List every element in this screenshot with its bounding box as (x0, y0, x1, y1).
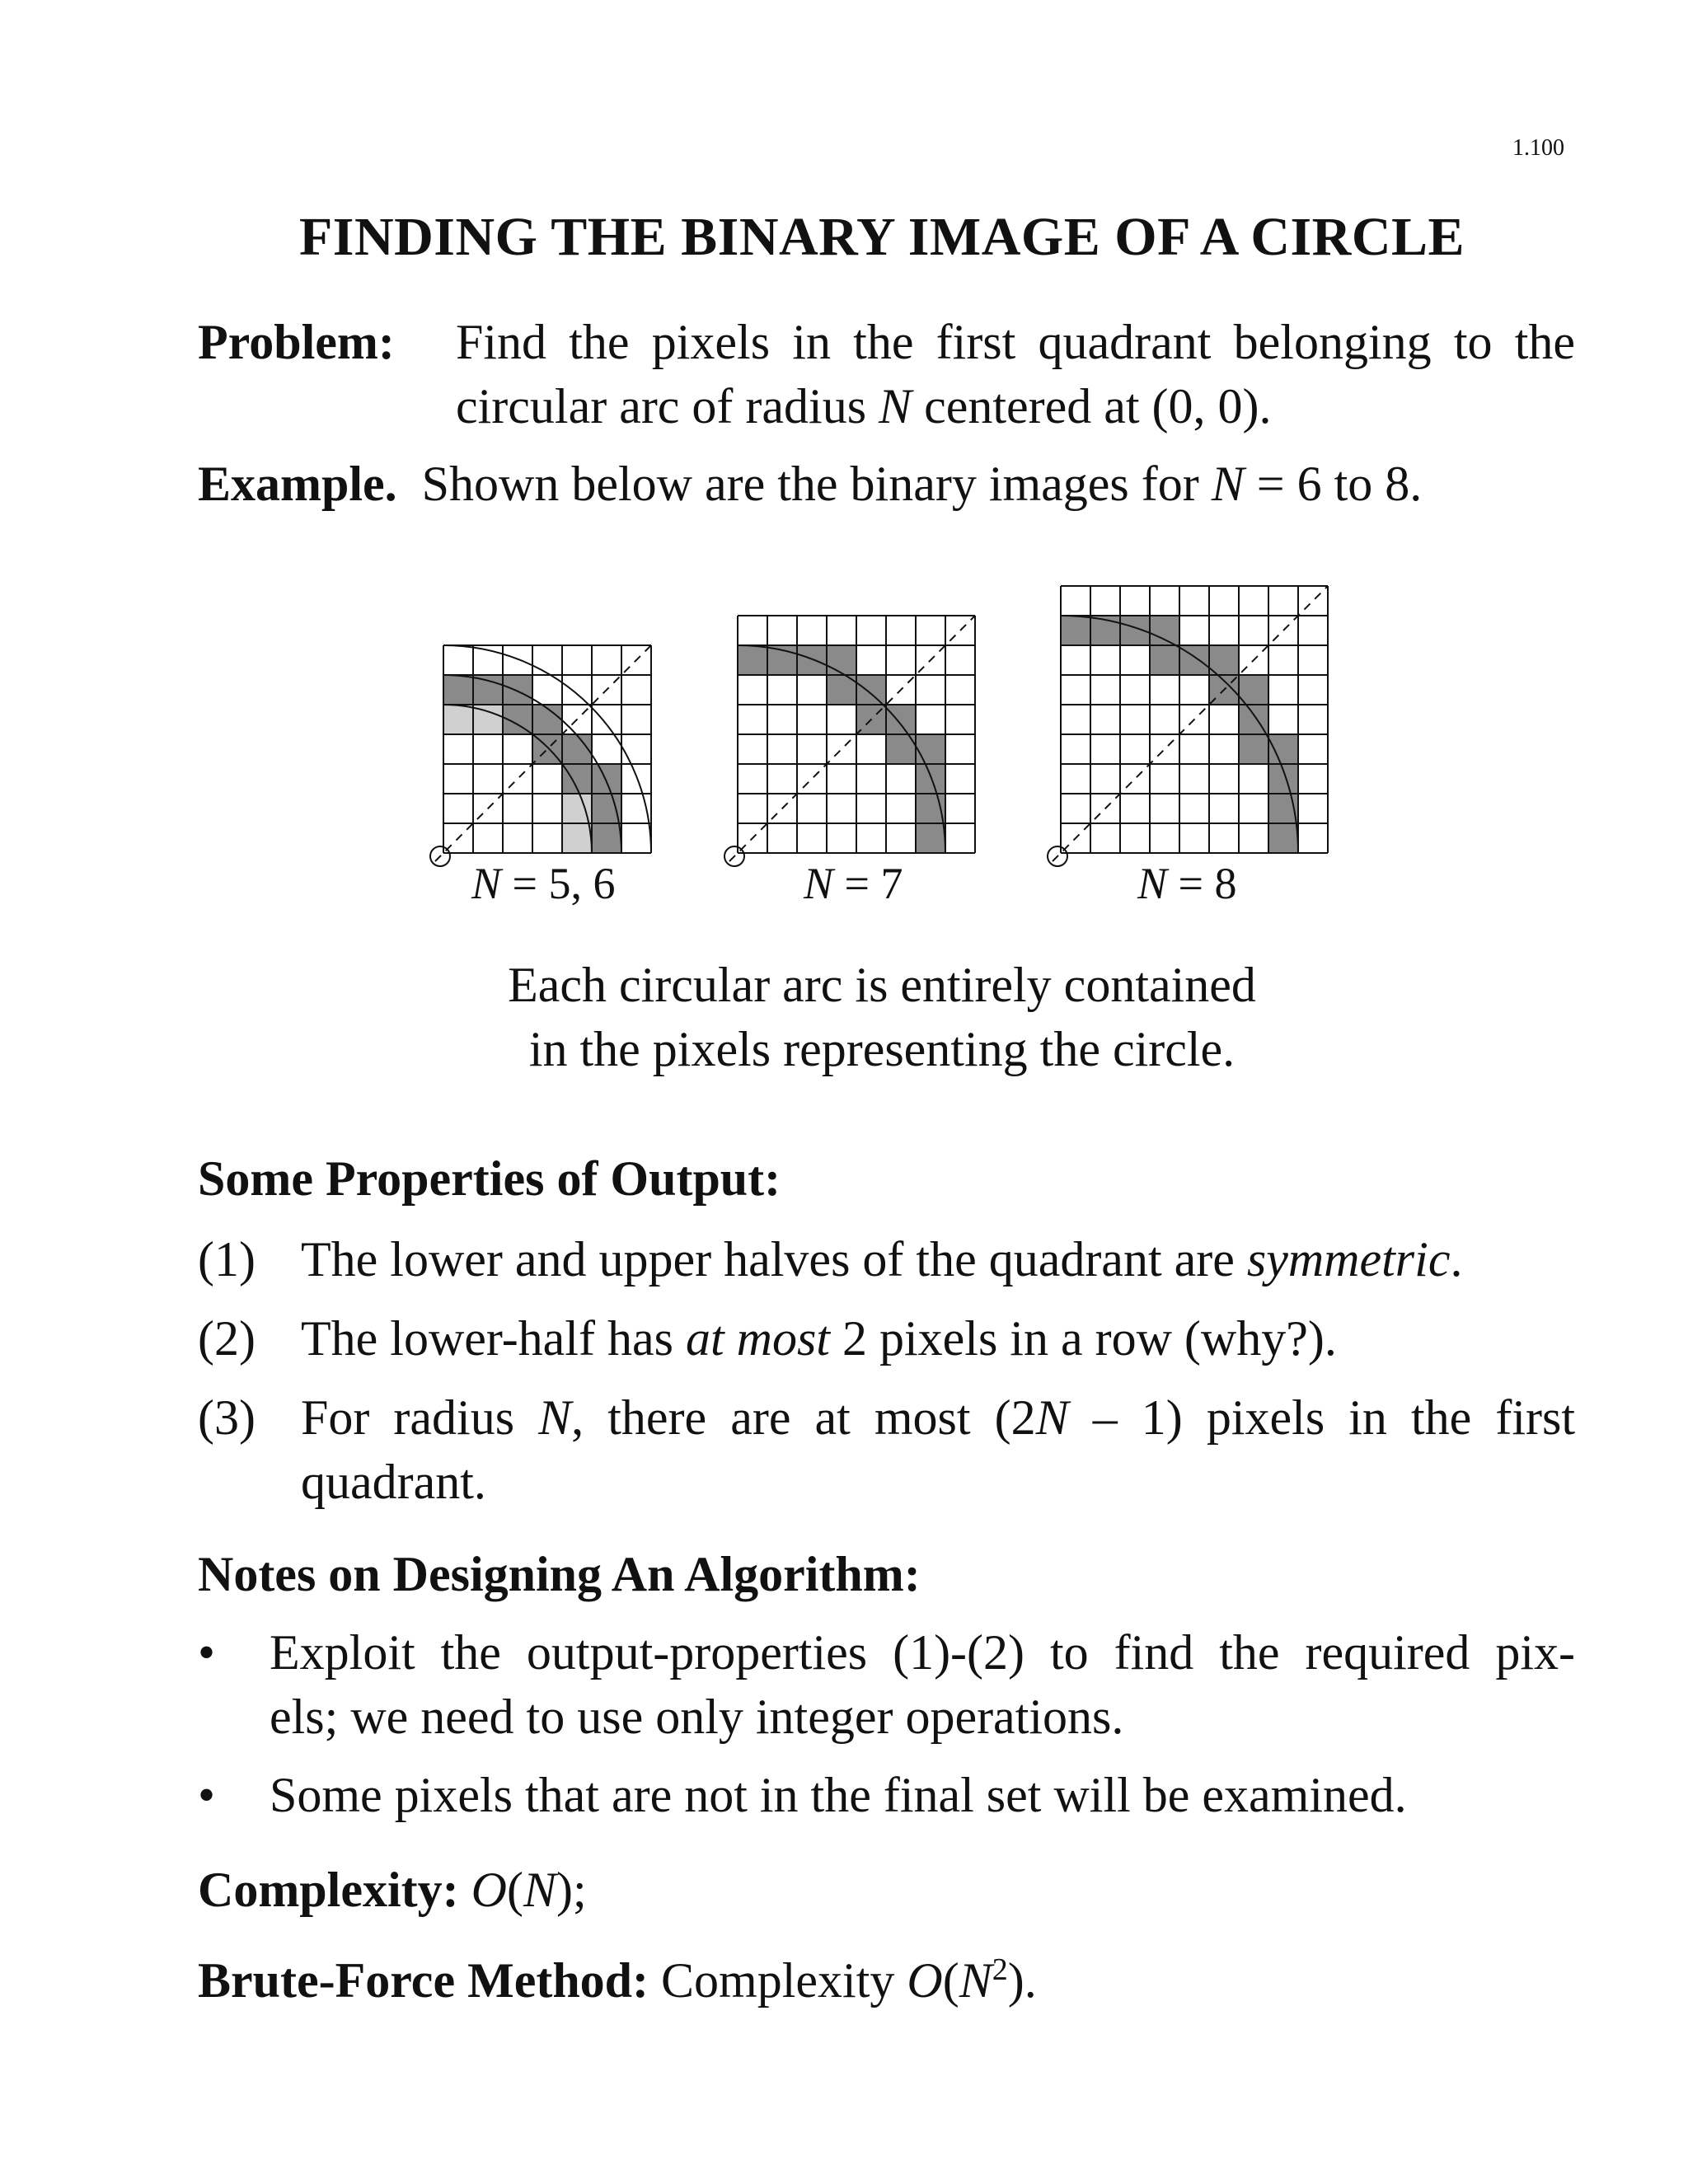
notes-item-1-line-1: Exploit the output-properties (1)-(2) to find the required pix- (270, 1625, 1575, 1680)
dark-pixel (827, 645, 856, 675)
light-pixel (562, 823, 592, 853)
dark-pixel (886, 705, 916, 734)
brute-force-label: Brute-Force Method: (198, 1953, 649, 2008)
property-1-number: (1) (198, 1232, 256, 1286)
caption-n5-6: N = 5, 6 (471, 859, 616, 908)
problem-line-2: circular arc of radius N centered at (0, 0). (456, 379, 1272, 434)
notes-item-1-line-2: els; we need to use only integer operations. (270, 1690, 1124, 1744)
example-label: Example. (198, 457, 397, 511)
dark-pixel (916, 823, 945, 853)
property-3-line-2: quadrant. (301, 1455, 486, 1509)
dark-pixel (592, 794, 621, 823)
dark-pixel (1061, 616, 1090, 645)
note-line-1: Each circular arc is entirely contained (508, 958, 1256, 1012)
brute-force-line: Brute-Force Method: Complexity $O(N^2)$. (198, 1952, 1037, 2008)
dark-pixel (473, 675, 503, 705)
property-1-text: The lower and upper halves of the quadrant are symmetric. (301, 1232, 1463, 1286)
dark-pixel (797, 645, 827, 675)
dark-pixel (592, 764, 621, 794)
notes-heading: Notes on Designing An Algorithm: (198, 1547, 921, 1601)
dark-pixel (443, 675, 473, 705)
complexity-value: O(N); (471, 1863, 587, 1917)
property-3-number: (3) (198, 1390, 256, 1445)
complexity-line (198, 1857, 587, 1923)
dark-pixel (916, 764, 945, 794)
property-3-line-1: For radius N, there are at most (2N – 1) pixels in the first (301, 1390, 1576, 1445)
dark-pixel (1268, 734, 1298, 764)
property-2-text: The lower-half has at most 2 pixels in a row (why?). (301, 1311, 1337, 1366)
dark-pixel (1150, 616, 1179, 645)
page-title: FINDING THE BINARY IMAGE OF A CIRCLE (298, 207, 1465, 267)
dark-pixel (738, 645, 767, 675)
dark-pixel (1239, 734, 1268, 764)
notes-bullet-2: • (198, 1768, 216, 1822)
dark-pixel (503, 675, 532, 705)
caption-n8: N = 8 (1137, 859, 1237, 908)
note-line-2: in the pixels representing the circle. (528, 1022, 1236, 1076)
notes-bullet-1: • (198, 1625, 216, 1680)
property-2-number: (2) (198, 1311, 256, 1366)
dark-pixel (916, 734, 945, 764)
properties-heading: Some Properties of Output: (198, 1151, 781, 1206)
dark-pixel (592, 823, 621, 853)
dark-pixel (856, 675, 886, 705)
caption-n7: N = 7 (804, 859, 903, 908)
complexity-label: Complexity: (198, 1863, 459, 1917)
problem-label: Problem: (198, 315, 395, 369)
dark-pixel (1150, 645, 1179, 675)
dark-pixel (1268, 823, 1298, 853)
page-number: 1.100 (1512, 135, 1564, 161)
light-pixel (443, 705, 473, 734)
notes-item-2: Some pixels that are not in the final set will be examined. (270, 1768, 1407, 1822)
example-line: Example. Shown below are the binary images for N = 6 to 8. (198, 457, 1423, 511)
problem-line-1: Find the pixels in the first quadrant belonging to the (456, 315, 1575, 369)
